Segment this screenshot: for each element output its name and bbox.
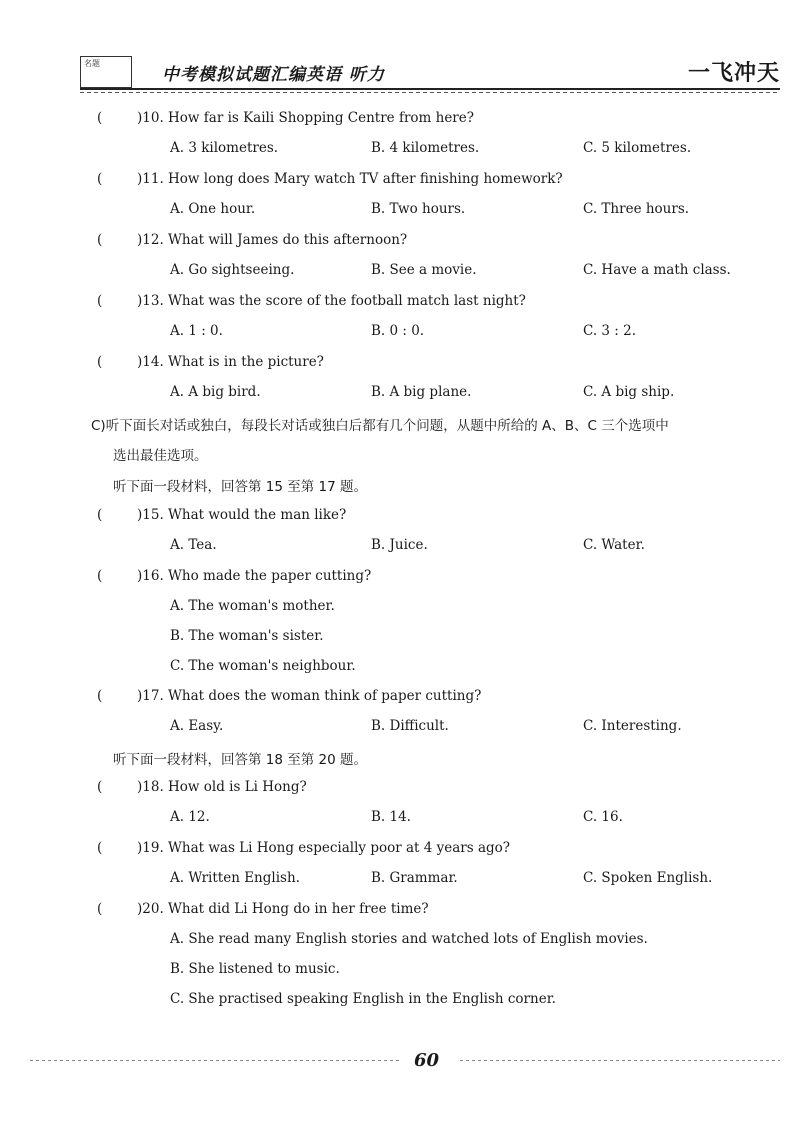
option-c: C. The woman's neighbour.	[170, 658, 356, 674]
answer-blank[interactable]: (	[97, 688, 103, 704]
question-text: )18. How old is Li Hong?	[137, 779, 307, 795]
page-number: 60	[414, 1050, 440, 1071]
answer-blank[interactable]: (	[97, 110, 103, 126]
option-a: A. 3 kilometres.	[170, 140, 279, 156]
option-a: A. Written English.	[170, 870, 300, 886]
option-c: C. Water.	[583, 537, 645, 553]
option-c: C. 3 : 2.	[583, 323, 637, 339]
option-a: A. Tea.	[170, 537, 217, 553]
answer-blank[interactable]: (	[97, 779, 103, 795]
option-a: A. Go sightseeing.	[170, 262, 295, 278]
option-c: C. 5 kilometres.	[583, 140, 692, 156]
option-c: C. A big ship.	[583, 384, 675, 400]
question-text: )16. Who made the paper cutting?	[137, 568, 372, 584]
answer-blank[interactable]: (	[97, 840, 103, 856]
option-b: B. Two hours.	[371, 201, 466, 217]
option-b: B. 0 : 0.	[371, 323, 425, 339]
option-a: A. 1 : 0.	[170, 323, 223, 339]
answer-blank[interactable]: (	[97, 507, 103, 523]
answer-blank[interactable]: (	[97, 232, 103, 248]
question-text: )12. What will James do this afternoon?	[137, 232, 408, 248]
header-logo	[80, 56, 132, 88]
header-logo-text: 名题	[84, 59, 100, 68]
answer-blank[interactable]: (	[97, 171, 103, 187]
question-text: )11. How long does Mary watch TV after finishing homework?	[137, 171, 563, 187]
option-a: A. Easy.	[170, 718, 224, 734]
answer-blank[interactable]: (	[97, 568, 103, 584]
answer-blank[interactable]: (	[97, 293, 103, 309]
option-c: C. She practised speaking English in the English corner.	[170, 991, 556, 1007]
option-a: A. The woman's mother.	[170, 598, 335, 614]
option-c: C. Interesting.	[583, 718, 682, 734]
section-c-instruction: C)听下面长对话或独白，每段长对话或独白后都有几个问题，从题中所给的 A、B、C 三个选项中	[91, 418, 669, 434]
option-a: A. One hour.	[170, 201, 256, 217]
question-text: )14. What is in the picture?	[137, 354, 324, 370]
question-text: )20. What did Li Hong do in her free time?	[137, 901, 429, 917]
option-b: B. She listened to music.	[170, 961, 340, 977]
question-text: )13. What was the score of the football match last night?	[137, 293, 526, 309]
header-divider	[80, 88, 780, 90]
option-a: A. She read many English stories and watched lots of English movies.	[170, 931, 648, 947]
option-c: C. 16.	[583, 809, 623, 825]
answer-blank[interactable]: (	[97, 354, 103, 370]
option-b: B. The woman's sister.	[170, 628, 324, 644]
footer-divider-left	[30, 1060, 400, 1061]
option-b: B. A big plane.	[371, 384, 472, 400]
option-b: B. 4 kilometres.	[371, 140, 480, 156]
header-title: 中考模拟试题汇编英语 听力	[162, 65, 385, 85]
option-c: C. Three hours.	[583, 201, 690, 217]
option-b: B. Juice.	[371, 537, 428, 553]
answer-blank[interactable]: (	[97, 901, 103, 917]
part1-intro: 听下面一段材料，回答第 15 至第 17 题。	[113, 479, 368, 495]
option-b: B. 14.	[371, 809, 411, 825]
question-text: )19. What was Li Hong especially poor at 4 years ago?	[137, 840, 510, 856]
part2-intro: 听下面一段材料，回答第 18 至第 20 题。	[113, 752, 368, 768]
question-text: )17. What does the woman think of paper cutting?	[137, 688, 482, 704]
option-b: B. Grammar.	[371, 870, 458, 886]
page-header	[80, 52, 780, 92]
question-text: )15. What would the man like?	[137, 507, 347, 523]
section-c-instruction-cont: 选出最佳选项。	[113, 448, 208, 464]
question-text: )10. How far is Kaili Shopping Centre from here?	[137, 110, 474, 126]
footer-divider-right	[460, 1060, 780, 1061]
header-dotted-divider	[80, 92, 780, 93]
header-brand: 一飞冲天	[687, 61, 780, 86]
option-c: C. Spoken English.	[583, 870, 713, 886]
option-b: B. See a movie.	[371, 262, 477, 278]
option-a: A. A big bird.	[170, 384, 261, 400]
option-b: B. Difficult.	[371, 718, 449, 734]
option-c: C. Have a math class.	[583, 262, 731, 278]
option-a: A. 12.	[170, 809, 210, 825]
